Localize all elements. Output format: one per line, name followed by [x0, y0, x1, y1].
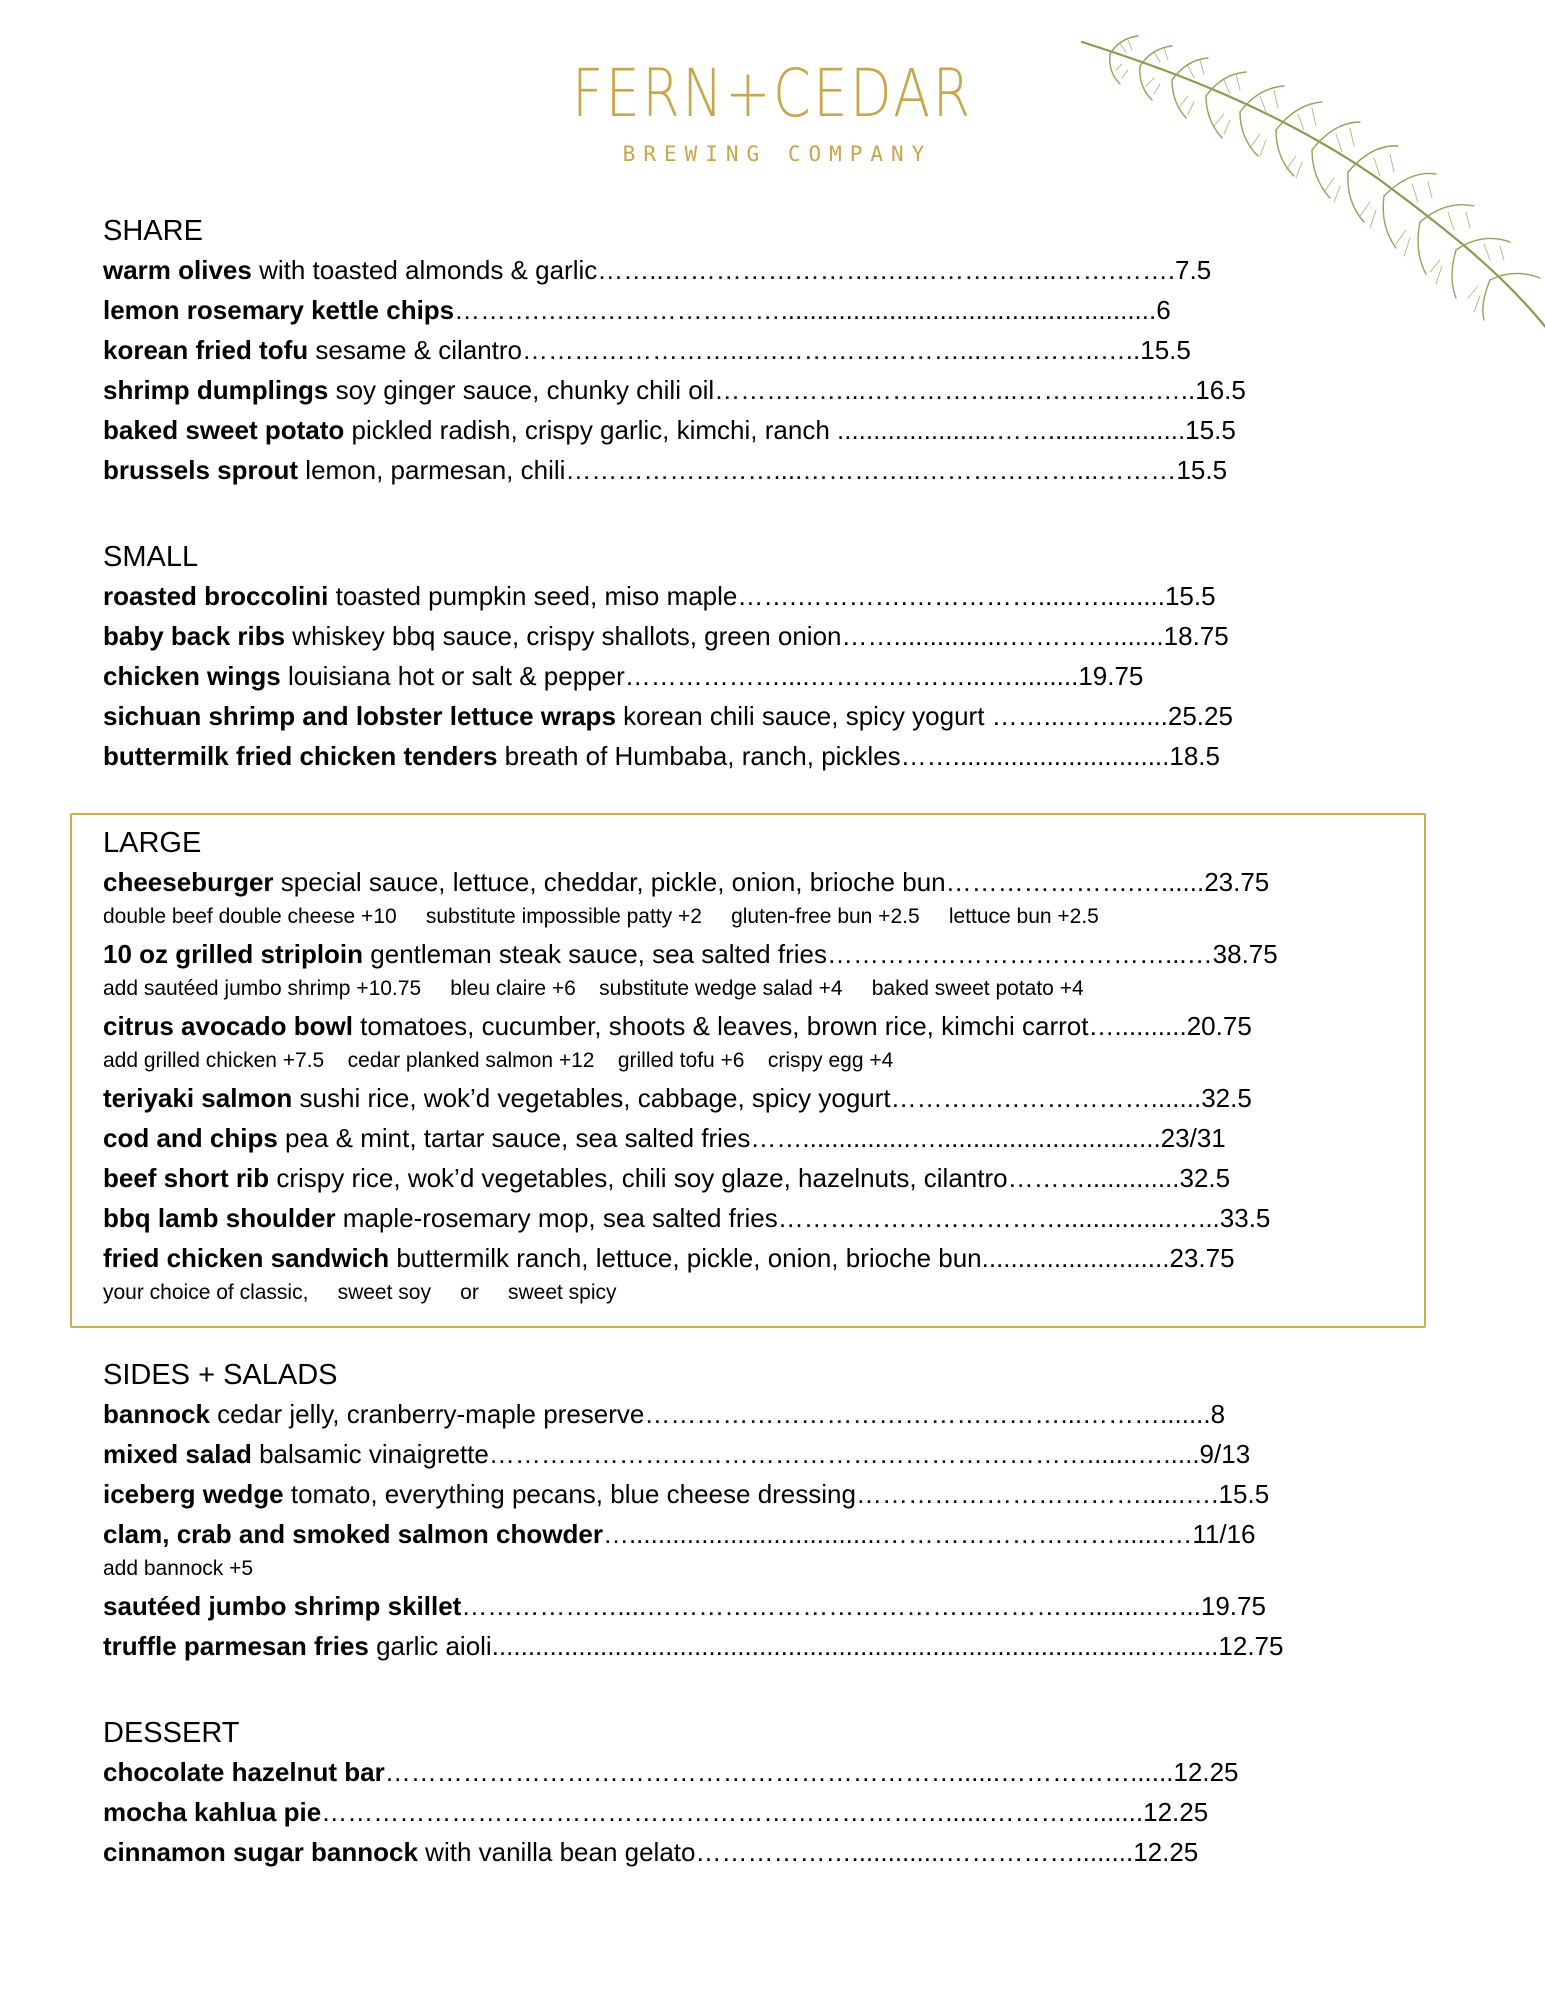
dot-leader: …………………………………………………………......……………...... — [384, 1757, 1174, 1787]
item-description: gentleman steak sauce, sea salted fries — [363, 939, 827, 969]
item-name: mixed salad — [103, 1439, 252, 1469]
dot-leader: ……………………....…………..………………...……… — [565, 455, 1177, 485]
item-addons: your choice of classic, sweet soy or sweet spicy — [103, 1281, 617, 1304]
dot-leader: ……………………………...............…... — [777, 1203, 1220, 1233]
menu-item — [103, 410, 1403, 450]
dot-leader: ……………………..….…………………...…………..….. — [522, 335, 1141, 365]
item-price: 12.75 — [1218, 1631, 1284, 1661]
item-description: tomato, everything pecans, blue cheese dressing — [283, 1479, 856, 1509]
dot-leader: .......................... — [981, 1243, 1170, 1273]
item-price: 25.25 — [1167, 701, 1233, 731]
dot-leader: ………………....………………...…......... — [624, 661, 1079, 691]
menu-item — [103, 862, 1403, 902]
menu-item — [103, 1198, 1403, 1238]
item-addons: add sautéed jumbo shrimp +10.75 bleu claire +6 substitute wedge salad +4 baked sweet potato +4 — [103, 977, 1084, 1000]
item-price: 15.5 — [1218, 1479, 1270, 1509]
item-price: 23.75 — [1204, 867, 1270, 897]
item-name: cod and chips — [103, 1123, 278, 1153]
dot-leader: …………………………………………...………....... — [644, 1399, 1211, 1429]
dot-leader: ……………………………......…. — [855, 1479, 1219, 1509]
item-description: sesame & cilantro — [308, 335, 523, 365]
item-description: sushi rice, wok’d vegetables, cabbage, spicy yogurt — [292, 1083, 891, 1113]
item-price: 19.75 — [1078, 661, 1144, 691]
item-price: 15.5 — [1185, 415, 1236, 445]
brand-tagline: BREWING COMPANY — [622, 142, 933, 166]
item-name: teriyaki salmon — [103, 1083, 293, 1113]
item-name: cheeseburger — [103, 867, 274, 897]
item-description: with vanilla bean gelato — [417, 1837, 696, 1867]
dot-leader: ……..…………………….….……………..…….……. — [597, 255, 1176, 285]
item-price: 11/16 — [1192, 1519, 1256, 1549]
item-price: 16.5 — [1195, 375, 1246, 405]
item-price: 15.5 — [1164, 581, 1216, 611]
item-name: shrimp dumplings — [103, 375, 329, 405]
item-name: bbq lamb shoulder — [103, 1203, 336, 1233]
item-price: 32.5 — [1201, 1083, 1252, 1113]
menu-item — [103, 370, 1403, 410]
item-price: 18.75 — [1163, 621, 1229, 651]
dot-leader: …………………………....... — [890, 1083, 1202, 1113]
item-price: 18.5 — [1169, 741, 1220, 771]
section-small — [103, 540, 1403, 776]
dot-leader: ……...............…............................... — [750, 1123, 1161, 1153]
item-description: pickled radish, crispy garlic, kimchi, ranch — [344, 415, 837, 445]
item-name: lemon rosemary kettle chips — [103, 295, 455, 325]
item-description: toasted pumpkin seed, miso maple — [328, 581, 738, 611]
dot-leader: ………………....…………………………………………….........…... — [461, 1591, 1201, 1621]
dot-leader: ……………...……………...…………….….. — [714, 375, 1196, 405]
item-addons: add grilled chicken +7.5 cedar planked salmon +12 grilled tofu +6 crispy egg +4 — [103, 1049, 894, 1072]
menu-item — [103, 1006, 1403, 1046]
item-description: cedar jelly, cranberry-maple preserve — [209, 1399, 645, 1429]
item-price: 8 — [1210, 1399, 1226, 1429]
item-price: 23/31 — [1160, 1123, 1226, 1153]
item-name: bannock — [103, 1399, 210, 1429]
item-price: 23.75 — [1169, 1243, 1235, 1273]
item-price: 20.75 — [1186, 1011, 1252, 1041]
item-name: beef short rib — [103, 1163, 270, 1193]
item-price: 9/13 — [1199, 1439, 1251, 1469]
item-name: chicken wings — [103, 661, 281, 691]
item-name: iceberg wedge — [103, 1479, 284, 1509]
section-large — [103, 826, 1403, 1310]
menu-item — [103, 1394, 1403, 1434]
dot-leader: ……………….............……………........ — [695, 1837, 1134, 1867]
item-description: maple-rosemary mop, sea salted fries — [335, 1203, 778, 1233]
item-price: 12.25 — [1133, 1837, 1199, 1867]
item-name: sichuan shrimp and lobster lettuce wraps — [103, 701, 616, 731]
item-name: brussels sprout — [103, 455, 299, 485]
menu-item — [103, 1474, 1403, 1514]
item-name: baby back ribs — [103, 621, 286, 651]
item-name: citrus avocado bowl — [103, 1011, 353, 1041]
item-description: pea & mint, tartar sauce, sea salted fries — [277, 1123, 751, 1153]
brand-name: FERN+CEDAR — [572, 55, 973, 132]
menu-item — [103, 736, 1403, 776]
section-title-large: LARGE — [103, 827, 202, 859]
item-price: 32.5 — [1179, 1163, 1231, 1193]
section-title-share: SHARE — [103, 215, 203, 247]
menu-item — [103, 1238, 1403, 1278]
dot-leader: …….............................. — [900, 741, 1170, 771]
menu-item — [103, 290, 1403, 330]
item-name: 10 oz grilled striploin — [103, 939, 364, 969]
dot-leader: …………………………………...… — [826, 939, 1213, 969]
item-name: fried chicken sandwich — [103, 1243, 390, 1273]
section-share — [103, 214, 1403, 490]
item-description: louisiana hot or salt & pepper — [280, 661, 625, 691]
menu-item — [103, 330, 1403, 370]
item-price: 38.75 — [1212, 939, 1278, 969]
item-name: buttermilk fried chicken tenders — [103, 741, 498, 771]
item-description: lemon, parmesan, chili — [298, 455, 566, 485]
item-name: clam, crab and smoked salmon chowder — [103, 1519, 603, 1549]
item-name: sautéed jumbo shrimp skillet — [103, 1591, 462, 1621]
dot-leader: ……................…………....... — [841, 621, 1164, 651]
menu-item — [103, 616, 1403, 656]
item-name: mocha kahlua pie — [103, 1797, 322, 1827]
dot-leader: ……...……....... — [991, 701, 1168, 731]
item-name: korean fried tofu — [103, 335, 309, 365]
item-description: garlic aioli — [368, 1631, 492, 1661]
dot-leader: …….………….…………….....…......... — [737, 581, 1165, 611]
item-price: 6 — [1156, 295, 1171, 325]
item-description: buttermilk ranch, lettuce, pickle, onion, brioche bun — [389, 1243, 982, 1273]
item-price: 19.75 — [1200, 1591, 1266, 1621]
item-price: 33.5 — [1219, 1203, 1271, 1233]
item-description: soy ginger sauce, chunky chili oil — [328, 375, 715, 405]
item-name: warm olives — [103, 255, 252, 285]
dot-leader: ...........................................................................................…...... — [491, 1631, 1219, 1661]
item-description: whiskey bbq sauce, crispy shallots, green onion — [285, 621, 842, 651]
menu-item — [103, 1514, 1403, 1554]
menu-item — [103, 1792, 1403, 1832]
item-name: truffle parmesan fries — [103, 1631, 369, 1661]
item-price: 15.5 — [1140, 335, 1191, 365]
item-price: 12.25 — [1143, 1797, 1209, 1827]
item-name: cinnamon sugar bannock — [103, 1837, 418, 1867]
item-addons: double beef double cheese +10 substitute impossible patty +2 gluten-free bun +2.5 lettuce bun +2.5 — [103, 905, 1099, 928]
menu-item — [103, 1158, 1403, 1198]
item-description: special sauce, lettuce, cheddar, pickle, onion, brioche bun — [273, 867, 946, 897]
dot-leader: …...................................……………………….......… — [602, 1519, 1193, 1549]
item-price: 12.25 — [1173, 1757, 1239, 1787]
menu-item — [103, 1832, 1403, 1872]
item-description: with toasted almonds & garlic — [251, 255, 598, 285]
menu-item — [103, 1078, 1403, 1118]
item-name: chocolate hazelnut bar — [103, 1757, 385, 1787]
section-title-small: SMALL — [103, 541, 199, 573]
dot-leader: ….......... — [1088, 1011, 1187, 1041]
menu-item — [103, 250, 1403, 290]
item-price: 7.5 — [1175, 255, 1212, 285]
menu-item — [103, 934, 1403, 974]
item-name: baked sweet potato — [103, 415, 345, 445]
item-description: korean chili sauce, spicy yogurt — [615, 701, 992, 731]
menu-item — [103, 450, 1403, 490]
item-addons: add bannock +5 — [103, 1557, 254, 1580]
item-description: tomatoes, cucumber, shoots & leaves, brown rice, kimchi carrot — [352, 1011, 1089, 1041]
menu-item — [103, 1752, 1403, 1792]
item-name: roasted broccolini — [103, 581, 329, 611]
dot-leader: …………………………………………………………….......…..... — [488, 1439, 1200, 1469]
section-dessert — [103, 1716, 1403, 1872]
menu-item — [103, 1434, 1403, 1474]
dot-leader: ………………………………………………………………......…………....... — [321, 1797, 1144, 1827]
dot-leader: ………………….…...... — [945, 867, 1205, 897]
item-description: balsamic vinaigrette — [251, 1439, 489, 1469]
item-price: 15.5 — [1176, 455, 1228, 485]
section-sides-salads — [103, 1358, 1403, 1666]
dot-leader: ……….….…………………….................................................... — [454, 295, 1157, 325]
menu-item — [103, 576, 1403, 616]
menu-item — [103, 696, 1403, 736]
dot-leader: ......................……................... — [837, 415, 1186, 445]
menu-item — [103, 1118, 1403, 1158]
item-description: crispy rice, wok’d vegetables, chili soy glaze, hazelnuts, cilantro — [269, 1163, 1008, 1193]
item-description: breath of Humbaba, ranch, pickles — [497, 741, 901, 771]
section-title-dessert: DESSERT — [103, 1717, 240, 1749]
menu-item — [103, 1586, 1403, 1626]
section-title-sides: SIDES + SALADS — [103, 1359, 338, 1391]
dot-leader: ………............. — [1007, 1163, 1180, 1193]
menu-item — [103, 1626, 1403, 1666]
menu-item — [103, 656, 1403, 696]
